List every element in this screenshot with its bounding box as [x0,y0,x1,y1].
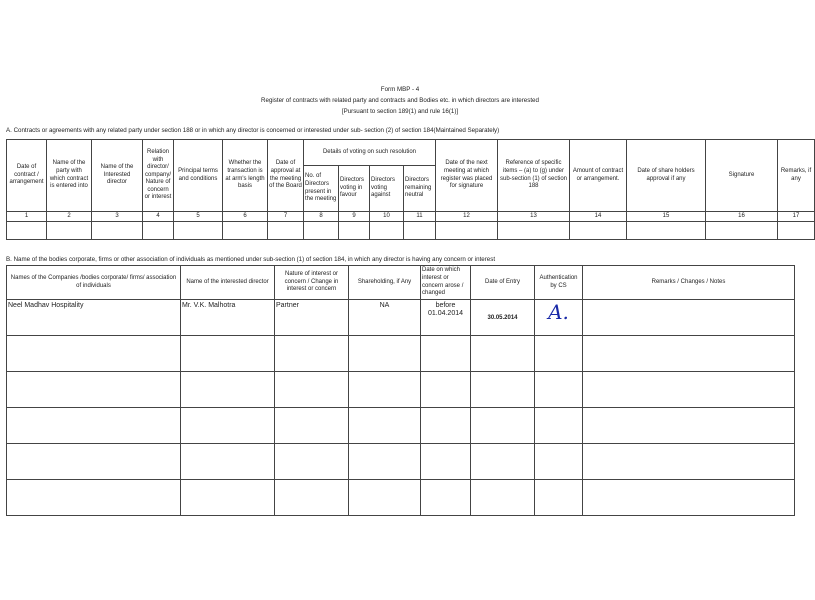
col-shareholders-approval: Date of share holders approval if any [627,140,706,212]
col-relation: Relation with director/ company/ Nature of concern or interest [143,140,174,212]
column-number: 3 [92,212,143,222]
cs-signature: A. [548,300,569,324]
table-row [7,480,795,516]
shareholding-cell: NA [349,300,421,336]
col-nature-of-interest: Nature of interest or concern / Change in interest or concern [275,266,349,300]
column-number: 5 [174,212,223,222]
column-number: 4 [143,212,174,222]
col-voting-present: No. of Directors present in the meeting [304,166,339,212]
column-number: 10 [370,212,404,222]
column-number: 17 [778,212,815,222]
col-voting-group: Details of voting on such resolution [304,140,436,166]
column-number: 15 [627,212,706,222]
col-date-of-contract: Date of contract / arrangement [7,140,47,212]
company-name-cell: Neel Madhav Hospitality [7,300,181,336]
pursuant-note: [Pursuant to section 189(1) and rule 16(1)] [341,108,459,115]
col-date-of-approval: Date of approval at the meeting of the Board [268,140,304,212]
col-director-name: Name of the interested director [181,266,275,300]
col-remarks-notes: Remarks / Changes / Notes [583,266,795,300]
col-date-interest-arose: Date on which interest or concern arose / changed [421,266,471,300]
col-party-name: Name of the party with which contract is entered into [47,140,92,212]
col-reference: Reference of specific items – (a) to (g) under sub-section (1) of section 188 [498,140,570,212]
form-title: Form MBP - 4 [380,86,420,93]
col-amount: Amount of contract or arrangement. [570,140,627,212]
column-number: 6 [223,212,268,222]
section-b-table [6,265,795,516]
col-shareholding: Shareholding, if Any [349,266,421,300]
column-number: 8 [304,212,339,222]
col-arms-length: Whether the transaction is at arm's length basis [223,140,268,212]
table-row [7,444,795,480]
table-row [7,372,795,408]
table-row [7,300,795,336]
col-remarks: Remarks, if any [778,140,815,212]
nature-cell: Partner [275,300,349,336]
col-next-meeting: Date of the next meeting at which register was placed for signature [436,140,498,212]
date-arose-cell: before 01.04.2014 [421,300,471,336]
table-row [7,408,795,444]
col-company-names: Names of the Companies /bodies corporate/ firms/ association of individuals [7,266,181,300]
table-row [7,222,815,240]
column-number: 9 [339,212,370,222]
table-row [7,336,795,372]
col-voting-neutral: Directors remaining neutral [404,166,436,212]
col-authentication: Authentication by CS [535,266,583,300]
director-name-cell: Mr. V.K. Malhotra [181,300,275,336]
column-number: 12 [436,212,498,222]
authentication-signature [535,300,583,336]
column-number: 11 [404,212,436,222]
column-number-row [7,212,815,222]
col-principal-terms: Principal terms and conditions [174,140,223,212]
column-number: 13 [498,212,570,222]
date-entry-cell: 30.05.2014 [471,300,535,336]
section-a-heading: A. Contracts or agreements with any related party under section 188 or in which any director is concerned or interested under sub- section (2) of section 184(Maintained Separately) [6,127,500,134]
col-voting-against: Directors voting against [370,166,404,212]
col-voting-favour: Directors voting in favour [339,166,370,212]
column-number: 1 [7,212,47,222]
column-number: 2 [47,212,92,222]
column-number: 7 [268,212,304,222]
col-date-of-entry: Date of Entry [471,266,535,300]
column-number: 16 [706,212,778,222]
col-signature: Signature [706,140,778,212]
col-interested-director: Name of the Interested director [92,140,143,212]
section-b-heading: B. Name of the bodies corporate, firms or other association of individuals as mentioned under sub-section (1) of section 184, in which any director is having any concern or interest [6,256,496,263]
register-title: Register of contracts with related party and contracts and Bodies etc. in which directors are interested [261,97,539,104]
column-number: 14 [570,212,627,222]
remarks-cell [583,300,795,336]
section-a-table [6,139,815,240]
